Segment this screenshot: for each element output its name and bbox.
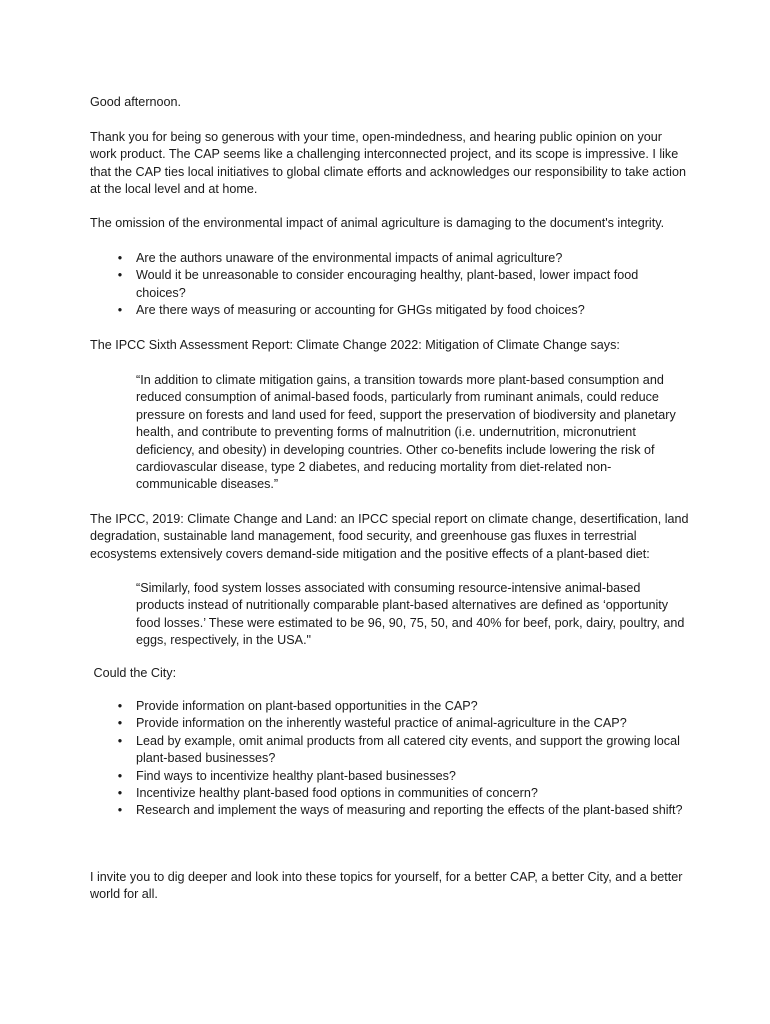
bullet-icon: • [117,768,123,783]
list-item [90,698,690,715]
list-item [90,768,690,785]
list-item-text: Are the authors unaware of the environmental impacts of animal agriculture? [136,251,563,265]
intro-paragraph: Thank you for being so generous with your time, open-mindedness, and hearing public opinion on your work product. The CAP seems like a challenging interconnected project, and its scope is impressive. I like that the CAP ties local initiatives to global climate efforts and acknowledges our responsibility to take action at the local level and at home. [90,130,686,197]
list-item-text: Incentivize healthy plant-based food options in communities of concern? [136,786,538,801]
ipcc-intro: The IPCC Sixth Assessment Report: Climate Change 2022: Mitigation of Climate Change says: [90,338,620,352]
list-item-text: Lead by example, omit animal products from all catered city events, and support the growing local plant-based businesses? [136,733,680,766]
omission-paragraph: The omission of the environmental impact of animal agriculture is damaging to the document's integrity. [90,216,665,230]
bullet-icon: • [117,716,123,731]
land-report-intro: The IPCC, 2019: Climate Change and Land: an IPCC special report on climate change, desertification, land degradation, sustainable land management, food security, and greenhouse gas fluxes in terrestrial ecosystems extensively covers demand-side mitigation and the positive effects of a plant-based diet: [90,512,689,561]
list-item-text: Provide information on plant-based opportunities in the CAP? [136,699,478,713]
list-item [90,733,690,768]
requests-list [90,698,690,820]
bullet-icon: • [117,303,123,318]
list-item-text: Find ways to incentivize healthy plant-based businesses? [136,768,456,783]
bullet-icon: • [117,251,123,265]
bullet-icon: • [117,733,123,748]
greeting: Good afternoon. [90,95,182,109]
land-report-quote: “Similarly, food system losses associated with consuming resource-intensive animal-based products instead of nutritionally comparable plant-based alternatives are defined as ‘opportunity food losses.’ These were estimated to be 96, 90, 75, 50, and 40% for beef, pork, dairy, poultry, and eggs, respectively, in the USA." [136,581,685,648]
bullet-icon: • [117,803,123,818]
bullet-icon: • [117,786,123,801]
bullet-icon: • [117,268,123,283]
list-item-text: Would it be unreasonable to consider encouraging healthy, plant-based, lower impact food choices? [136,268,639,300]
list-item-text: Research and implement the ways of measuring and reporting the effects of the plant-based shift? [136,803,683,818]
list-item [90,802,690,819]
list-item [90,302,690,319]
questions-list [90,250,690,320]
could-city-heading: Could the City: [90,666,177,680]
list-item-text: Are there ways of measuring or accounting for GHGs mitigated by food choices? [136,303,585,318]
bullet-icon: • [117,699,123,713]
ipcc-quote: “In addition to climate mitigation gains, a transition towards more plant-based consumption and reduced consumption of animal-based foods, particularly from ruminant animals, could reduce pressure on forests and land used for feed, support the preservation of biodiversity and planetary health, and contribute to preventing forms of malnutrition (i.e. undernutrition, micronutrient deficiency, and obesity) in developing countries. Other co-benefits include lowering the risk of cardiovascular disease, type 2 diabetes, and reducing mortality from diet-related non-communicable diseases.” [136,373,676,492]
list-item [90,267,690,302]
list-item-text: Provide information on the inherently wasteful practice of animal-agriculture in the CAP? [136,716,627,731]
list-item [90,250,690,267]
list-item [90,715,690,732]
closing-paragraph: I invite you to dig deeper and look into these topics for yourself, for a better CAP, a better City, and a better world for all. [90,870,683,902]
list-item [90,785,690,802]
